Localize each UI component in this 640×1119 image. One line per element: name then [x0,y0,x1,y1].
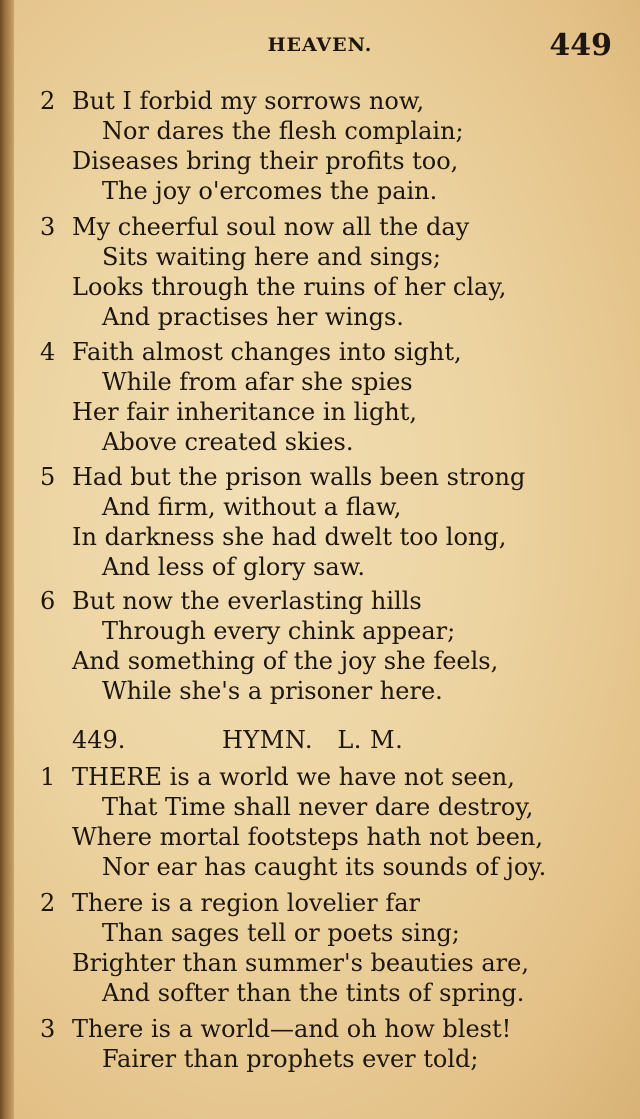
verse-line: The joy o'ercomes the pain. [102,177,438,205]
stanza-number: 2 [40,87,56,115]
verse-line: Faith almost changes into sight, [72,338,462,366]
verse-line: While she's a prisoner here. [102,677,443,705]
stanza-number: 1 [40,763,56,791]
verse-line: Nor ear has caught its sounds of joy. [102,853,547,881]
verse-line: Sits waiting here and sings; [102,243,441,271]
verse-line: My cheerful soul now all the day [72,213,470,241]
hymn-number: 449. [72,726,126,754]
verse-line: Her fair inheritance in light, [72,398,418,426]
verse-line: Nor dares the flesh complain; [102,117,464,145]
verse-line: And softer than the tints of spring. [102,979,525,1007]
verse-line: Had but the prison walls been strong [72,463,526,491]
verse-line: While from afar she spies [102,368,413,396]
verse-line: That Time shall never dare destroy, [102,793,534,821]
page-number: 449 [549,28,612,63]
verse-line: And firm, without a flaw, [102,493,402,521]
book-binding-edge [0,0,14,1119]
stanza-number: 4 [40,338,56,366]
verse-line: But I forbid my sorrows now, [72,87,425,115]
verse-line: There is a region lovelier far [72,889,420,917]
verse-line: Through every chink appear; [102,617,456,645]
verse-line: Where mortal footsteps hath not been, [72,823,543,851]
verse-line: Than sages tell or poets sing; [102,919,460,947]
verse-line: And practises her wings. [102,303,404,331]
verse-line: And less of glory saw. [102,553,365,581]
verse-line: And something of the joy she feels, [72,647,499,675]
verse-line: In darkness she had dwelt too long, [72,523,507,551]
stanza-number: 3 [40,1015,56,1043]
verse-line: Brighter than summer's beauties are, [72,949,529,977]
verse-line: There is a world—and oh how blest! [72,1015,512,1043]
verse-line: THERE is a world we have not seen, [72,763,515,791]
stanza-number: 3 [40,213,56,241]
hymn-title: HYMN. L. M. [222,726,404,754]
verse-line: Looks through the ruins of her clay, [72,273,507,301]
verse-line: Diseases bring their profits too, [72,147,459,175]
hymn-heading [0,726,640,756]
verse-line: But now the everlasting hills [72,587,422,615]
stanza-number: 2 [40,889,56,917]
running-header: HEAVEN. [267,34,373,56]
stanza-number: 6 [40,587,56,615]
verse-line: Fairer than prophets ever told; [102,1045,479,1073]
verse-line: Above created skies. [102,428,354,456]
stanza-number: 5 [40,463,56,491]
